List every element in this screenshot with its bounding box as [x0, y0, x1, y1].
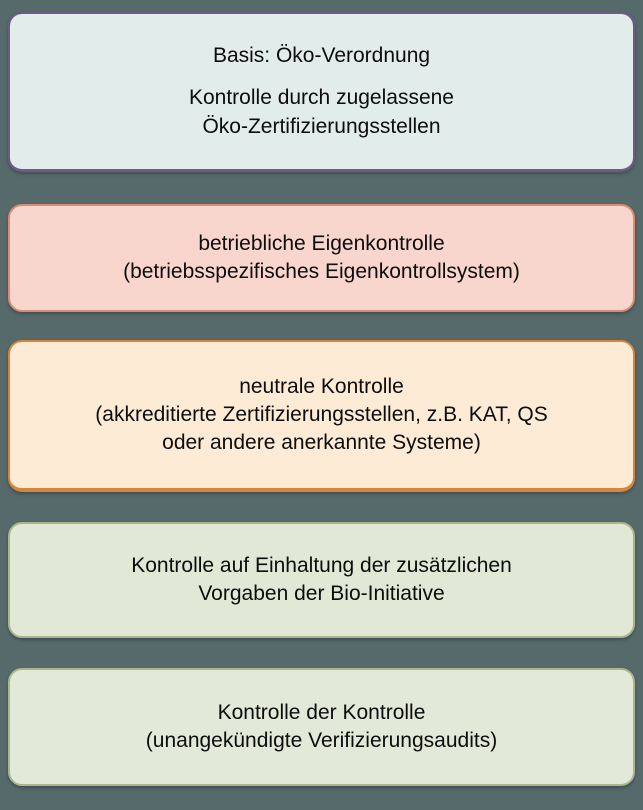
- band-3-line-3: oder andere anerkannte Systeme): [162, 431, 481, 455]
- band-5-line-1: Kontrolle der Kontrolle: [217, 700, 426, 724]
- band-2-line-1: betriebliche Eigenkontrolle: [198, 231, 445, 255]
- band-1-line-1: Basis: Öko-Verordnung: [212, 44, 431, 68]
- band-1-line-2: Kontrolle durch zugelassene: [188, 86, 454, 110]
- band-4-line-1: Kontrolle auf Einhaltung der zusätzlichen: [131, 553, 512, 577]
- band-kontrolle-bio-initiative: [8, 522, 635, 638]
- band-3-line-2: (akkreditierte Zertifizierungsstellen, z.B. KAT, QS: [95, 402, 548, 426]
- band-4-line-2: Vorgaben der Bio-Initiative: [198, 582, 445, 605]
- band-betriebliche-eigenkontrolle: [8, 204, 635, 312]
- band-1-line-3: Öko-Zertifizierungsstellen: [202, 114, 441, 138]
- band-neutrale-kontrolle: [8, 340, 635, 492]
- band-basis-oeko-verordnung: [8, 12, 635, 172]
- band-2-line-2: (betriebsspezifisches Eigenkontrollsystem): [123, 260, 520, 283]
- band-5-line-2: (unangekündigte Verifizierungsaudits): [145, 729, 498, 752]
- band-kontrolle-der-kontrolle: [8, 668, 635, 786]
- band-3-line-1: neutrale Kontrolle: [239, 374, 404, 398]
